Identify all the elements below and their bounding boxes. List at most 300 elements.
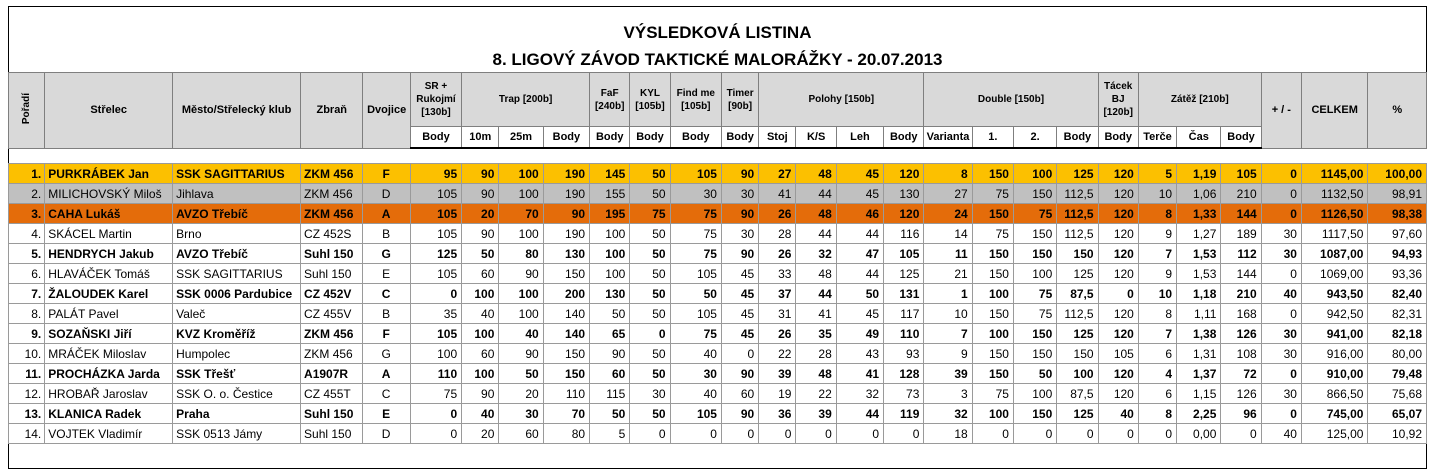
table-cell: ZKM 456	[301, 164, 363, 184]
col-sr: SR + Rukojmí [130b]	[410, 73, 461, 127]
table-cell: PURKRÁBEK Jan	[45, 164, 173, 184]
table-cell: 144	[1221, 204, 1261, 224]
table-cell: 4.	[9, 224, 45, 244]
col-timer: Timer [90b]	[721, 73, 758, 127]
table-cell: 90	[721, 404, 758, 424]
table-cell: 0	[1261, 204, 1301, 224]
table-cell: 120	[884, 204, 924, 224]
table-cell: 47	[836, 244, 883, 264]
table-cell: 45	[721, 304, 758, 324]
table-cell: 140	[543, 324, 589, 344]
table-cell: 120	[1098, 364, 1138, 384]
col-plusminus: + / -	[1261, 73, 1301, 149]
table-cell: 0	[1261, 264, 1301, 284]
table-cell: 75	[630, 204, 670, 224]
table-cell: 45	[836, 184, 883, 204]
table-cell: Suhl 150	[301, 264, 363, 284]
table-row	[9, 204, 1427, 224]
table-cell: 1,53	[1177, 264, 1221, 284]
table-cell: 36	[759, 404, 796, 424]
table-cell: PALÁT Pavel	[45, 304, 173, 324]
table-row	[9, 324, 1427, 344]
table-cell: HENDRYCH Jakub	[45, 244, 173, 264]
table-cell: 1,37	[1177, 364, 1221, 384]
table-row	[9, 364, 1427, 384]
table-cell: 90	[721, 164, 758, 184]
table-cell: 150	[1057, 344, 1098, 364]
table-cell: 48	[796, 164, 836, 184]
col-kyl: KYL [105b]	[630, 73, 670, 127]
table-cell: 75	[670, 244, 721, 264]
table-cell: 28	[796, 344, 836, 364]
table-cell: 120	[1098, 304, 1138, 324]
table-cell: 8	[1138, 204, 1176, 224]
table-cell: SSK SAGITTARIUS	[173, 264, 301, 284]
table-cell: G	[363, 344, 410, 364]
table-cell: 8	[1138, 404, 1176, 424]
table-cell: SSK 0006 Pardubice	[173, 284, 301, 304]
table-cell: 126	[1221, 324, 1261, 344]
table-cell: 0	[1138, 424, 1176, 444]
table-cell: 44	[836, 224, 883, 244]
subheader-cell: 2.	[1013, 127, 1056, 149]
table-cell: 30	[670, 184, 721, 204]
table-cell: 9	[1138, 224, 1176, 244]
table-cell: 14	[924, 224, 972, 244]
table-cell: 90	[721, 204, 758, 224]
table-cell: 1,38	[1177, 324, 1221, 344]
table-cell: 26	[759, 204, 796, 224]
table-cell: 95	[410, 164, 461, 184]
table-cell: 7	[1138, 324, 1176, 344]
table-cell: 7.	[9, 284, 45, 304]
table-cell: 916,00	[1301, 344, 1367, 364]
table-cell: 126	[1221, 384, 1261, 404]
table-cell: ZKM 456	[301, 204, 363, 224]
table-cell: 30	[1261, 224, 1301, 244]
table-cell: 100	[1057, 364, 1098, 384]
table-cell: 48	[796, 204, 836, 224]
table-cell: 39	[759, 364, 796, 384]
table-cell: 100	[1013, 384, 1056, 404]
table-cell: 27	[924, 184, 972, 204]
table-cell: 150	[972, 204, 1013, 224]
table-cell: 10	[1138, 284, 1176, 304]
table-cell: 116	[884, 224, 924, 244]
table-cell: 65,07	[1368, 404, 1427, 424]
table-cell: 1,11	[1177, 304, 1221, 324]
table-cell: 40	[670, 344, 721, 364]
table-cell: 195	[590, 204, 630, 224]
table-cell: CZ 455T	[301, 384, 363, 404]
table-cell: 6.	[9, 264, 45, 284]
table-cell: 44	[836, 404, 883, 424]
subheader-cell: Leh	[836, 127, 883, 149]
table-cell: 75	[972, 224, 1013, 244]
table-cell: 33	[759, 264, 796, 284]
table-cell: 39	[924, 364, 972, 384]
table-cell: 75	[1013, 304, 1056, 324]
table-cell: 90	[462, 224, 499, 244]
table-cell: 35	[796, 324, 836, 344]
table-cell: 87,5	[1057, 284, 1098, 304]
table-cell: 125,00	[1301, 424, 1367, 444]
table-cell: 105	[410, 224, 461, 244]
table-cell: 20	[462, 424, 499, 444]
table-cell: C	[363, 384, 410, 404]
table-cell: CZ 455V	[301, 304, 363, 324]
table-cell: 5.	[9, 244, 45, 264]
table-cell: 130	[884, 184, 924, 204]
table-cell: 90	[499, 264, 543, 284]
table-cell: 120	[1098, 384, 1138, 404]
table-cell: 75	[1013, 284, 1056, 304]
table-cell: 1132,50	[1301, 184, 1367, 204]
table-cell: 110	[543, 384, 589, 404]
table-cell: 150	[543, 364, 589, 384]
table-cell: 40	[1098, 404, 1138, 424]
table-cell: 46	[836, 204, 883, 224]
subheader-cell: K/S	[796, 127, 836, 149]
table-cell: ŽALOUDEK Karel	[45, 284, 173, 304]
table-cell: 41	[759, 184, 796, 204]
table-cell: 75	[670, 224, 721, 244]
table-cell: 26	[759, 324, 796, 344]
table-cell: F	[363, 324, 410, 344]
table-cell: 90	[721, 364, 758, 384]
table-cell: ZKM 456	[301, 344, 363, 364]
table-cell: Jihlava	[173, 184, 301, 204]
col-findme: Find me [105b]	[670, 73, 721, 127]
table-cell: Brno	[173, 224, 301, 244]
table-cell: 105	[884, 244, 924, 264]
table-row	[9, 284, 1427, 304]
table-cell: 1117,50	[1301, 224, 1367, 244]
table-cell: 189	[1221, 224, 1261, 244]
table-cell: 35	[410, 304, 461, 324]
table-cell: 73	[884, 384, 924, 404]
table-cell: 1,06	[1177, 184, 1221, 204]
table-cell: 5	[1138, 164, 1176, 184]
table-cell: MRÁČEK Miloslav	[45, 344, 173, 364]
table-cell: 70	[543, 404, 589, 424]
table-cell: 866,50	[1301, 384, 1367, 404]
table-cell: 4	[1138, 364, 1176, 384]
table-cell: KVZ Kroměříž	[173, 324, 301, 344]
table-cell: 0	[410, 404, 461, 424]
table-cell: CAHA Lukáš	[45, 204, 173, 224]
table-cell: 6	[1138, 344, 1176, 364]
table-cell: CZ 452S	[301, 224, 363, 244]
table-cell: 120	[1098, 204, 1138, 224]
subheader-cell: Body	[1057, 127, 1098, 149]
table-cell: 26	[759, 244, 796, 264]
table-cell: SSK SAGITTARIUS	[173, 164, 301, 184]
table-cell: 3	[924, 384, 972, 404]
table-cell: 50	[630, 224, 670, 244]
table-cell: 105	[410, 184, 461, 204]
table-cell: SSK 0513 Jámy	[173, 424, 301, 444]
table-cell: 1,18	[1177, 284, 1221, 304]
table-cell: 100	[499, 224, 543, 244]
table-cell: 1,19	[1177, 164, 1221, 184]
table-cell: 105	[1098, 344, 1138, 364]
table-cell: 37	[759, 284, 796, 304]
col-celkem: CELKEM	[1301, 73, 1367, 149]
table-cell: 105	[670, 264, 721, 284]
table-cell: Valeč	[173, 304, 301, 324]
table-cell: 93,36	[1368, 264, 1427, 284]
table-cell: 0	[1261, 164, 1301, 184]
table-cell: 30	[499, 404, 543, 424]
table-cell: 150	[1013, 404, 1056, 424]
table-cell: 40	[499, 324, 543, 344]
col-pct: %	[1368, 73, 1427, 149]
table-cell: 75	[972, 184, 1013, 204]
table-cell: MILICHOVSKÝ Miloš	[45, 184, 173, 204]
table-cell: 8	[924, 164, 972, 184]
table-cell: 150	[1013, 344, 1056, 364]
table-cell: 100	[499, 164, 543, 184]
subheader-cell: Body	[670, 127, 721, 149]
table-cell: 50	[670, 284, 721, 304]
table-cell: 131	[884, 284, 924, 304]
table-cell: 50	[630, 304, 670, 324]
table-cell: 72	[1221, 364, 1261, 384]
subheader-cell: Stoj	[759, 127, 796, 149]
table-cell: 100	[499, 184, 543, 204]
table-cell: A	[363, 364, 410, 384]
table-cell: 125	[1057, 324, 1098, 344]
subheader-cell: Body	[543, 127, 589, 149]
table-cell: 110	[884, 324, 924, 344]
table-cell: 120	[1098, 164, 1138, 184]
table-row	[9, 304, 1427, 324]
table-cell: AVZO Třebíč	[173, 204, 301, 224]
table-cell: 13.	[9, 404, 45, 424]
table-cell: 150	[972, 164, 1013, 184]
table-cell: 0,00	[1177, 424, 1221, 444]
table-cell: 32	[924, 404, 972, 424]
table-cell: 30	[721, 224, 758, 244]
table-cell: A1907R	[301, 364, 363, 384]
table-cell: 100	[462, 284, 499, 304]
table-cell: 140	[543, 304, 589, 324]
table-cell: 0	[759, 424, 796, 444]
table-cell: 0	[1261, 404, 1301, 424]
table-cell: 100	[1013, 264, 1056, 284]
table-cell: PROCHÁZKA Jarda	[45, 364, 173, 384]
table-cell: 75	[670, 324, 721, 344]
table-cell: 75	[670, 204, 721, 224]
table-cell: 7	[1138, 244, 1176, 264]
table-cell: 39	[796, 404, 836, 424]
table-cell: 125	[1057, 404, 1098, 424]
table-cell: 28	[759, 224, 796, 244]
table-cell: 150	[972, 364, 1013, 384]
col-trap: Trap [200b]	[462, 73, 590, 127]
subheader-cell: Body	[590, 127, 630, 149]
table-cell: 150	[972, 344, 1013, 364]
table-cell: 30	[1261, 384, 1301, 404]
table-cell: 0	[796, 424, 836, 444]
table-cell: 150	[972, 244, 1013, 264]
table-cell: SSK Třešť	[173, 364, 301, 384]
table-cell: 50	[630, 284, 670, 304]
table-cell: 70	[499, 204, 543, 224]
table-cell: 18	[924, 424, 972, 444]
table-cell: HLAVÁČEK Tomáš	[45, 264, 173, 284]
table-cell: 100	[590, 244, 630, 264]
table-cell: 0	[1221, 424, 1261, 444]
table-cell: 50	[1013, 364, 1056, 384]
table-cell: KLANICA Radek	[45, 404, 173, 424]
table-cell: G	[363, 244, 410, 264]
table-cell: 112	[1221, 244, 1261, 264]
table-cell: 1,27	[1177, 224, 1221, 244]
table-cell: 150	[1013, 324, 1056, 344]
subheader-cell: 25m	[499, 127, 543, 149]
table-cell: 144	[1221, 264, 1261, 284]
table-row	[9, 404, 1427, 424]
table-cell: 24	[924, 204, 972, 224]
col-zatez: Zátěž [210b]	[1138, 73, 1261, 127]
table-cell: 100	[972, 404, 1013, 424]
col-mesto: Město/Střelecký klub	[173, 73, 301, 149]
table-cell: B	[363, 304, 410, 324]
table-cell: 1,33	[1177, 204, 1221, 224]
table-cell: 50	[630, 184, 670, 204]
table-row	[9, 344, 1427, 364]
table-cell: 150	[972, 304, 1013, 324]
table-cell: 105	[670, 404, 721, 424]
table-row	[9, 264, 1427, 284]
table-cell: 32	[796, 244, 836, 264]
table-cell: 79,48	[1368, 364, 1427, 384]
table-cell: 112,5	[1057, 204, 1098, 224]
table-cell: 150	[1013, 244, 1056, 264]
table-cell: 22	[796, 384, 836, 404]
table-cell: 100,00	[1368, 164, 1427, 184]
table-cell: Praha	[173, 404, 301, 424]
table-cell: 1	[924, 284, 972, 304]
table-cell: 8	[1138, 304, 1176, 324]
table-cell: 941,00	[1301, 324, 1367, 344]
table-cell: 119	[884, 404, 924, 424]
table-cell: 90	[462, 384, 499, 404]
table-cell: 45	[721, 284, 758, 304]
table-cell: 41	[796, 304, 836, 324]
table-cell: 11	[924, 244, 972, 264]
table-cell: 105	[410, 324, 461, 344]
table-cell: 44	[836, 264, 883, 284]
table-cell: 105	[670, 304, 721, 324]
table-cell: 8.	[9, 304, 45, 324]
table-cell: 0	[630, 424, 670, 444]
table-cell: 120	[1098, 324, 1138, 344]
subheader-cell: Body	[410, 127, 461, 149]
table-cell: 22	[759, 344, 796, 364]
table-cell: 60	[721, 384, 758, 404]
table-cell: SKÁCEL Martin	[45, 224, 173, 244]
table-cell: 50	[630, 244, 670, 264]
table-cell: 1069,00	[1301, 264, 1367, 284]
table-cell: 5	[590, 424, 630, 444]
table-cell: 50	[630, 264, 670, 284]
table-cell: 9	[924, 344, 972, 364]
table-cell: 120	[1098, 184, 1138, 204]
table-cell: 90	[462, 164, 499, 184]
table-cell: 1,15	[1177, 384, 1221, 404]
table-cell: 0	[972, 424, 1013, 444]
table-cell: 1145,00	[1301, 164, 1367, 184]
table-cell: 82,18	[1368, 324, 1427, 344]
table-cell: 115	[590, 384, 630, 404]
table-cell: 1.	[9, 164, 45, 184]
table-cell: 44	[796, 184, 836, 204]
table-cell: 90	[499, 344, 543, 364]
table-cell: 30	[1261, 344, 1301, 364]
table-cell: 48	[796, 364, 836, 384]
table-cell: F	[363, 164, 410, 184]
table-cell: 40	[670, 384, 721, 404]
table-cell: 112,5	[1057, 304, 1098, 324]
table-cell: 1087,00	[1301, 244, 1367, 264]
table-cell: 910,00	[1301, 364, 1367, 384]
table-row	[9, 244, 1427, 264]
subheader-cell: Body	[1098, 127, 1138, 149]
table-cell: 32	[836, 384, 883, 404]
table-cell: 108	[1221, 344, 1261, 364]
subheader-cell: Body	[1221, 127, 1261, 149]
table-cell: 31	[759, 304, 796, 324]
table-cell: 0	[410, 284, 461, 304]
table-cell: 3.	[9, 204, 45, 224]
table-cell: 100	[462, 364, 499, 384]
table-cell: 45	[836, 164, 883, 184]
table-cell: 98,91	[1368, 184, 1427, 204]
table-cell: 6	[1138, 384, 1176, 404]
table-cell: 45	[836, 304, 883, 324]
table-cell: 110	[410, 364, 461, 384]
table-cell: E	[363, 404, 410, 424]
table-cell: HROBAŘ Jaroslav	[45, 384, 173, 404]
table-cell: 30	[630, 384, 670, 404]
table-cell: 50	[630, 364, 670, 384]
page-subtitle: 8. LIGOVÝ ZÁVOD TAKTICKÉ MALORÁŽKY - 20.07.2013	[492, 50, 943, 69]
table-cell: 90	[462, 184, 499, 204]
table-cell: 44	[796, 284, 836, 304]
table-cell: 145	[590, 164, 630, 184]
table-cell: 90	[721, 244, 758, 264]
table-cell: 30	[721, 184, 758, 204]
table-cell: 190	[543, 164, 589, 184]
table-cell: 125	[410, 244, 461, 264]
col-polohy: Polohy [150b]	[759, 73, 924, 127]
table-cell: 155	[590, 184, 630, 204]
table-cell: Suhl 150	[301, 424, 363, 444]
table-cell: 30	[1261, 244, 1301, 264]
table-cell: 21	[924, 264, 972, 284]
table-cell: A	[363, 204, 410, 224]
table-cell: 96	[1221, 404, 1261, 424]
subheader-cell: Body	[884, 127, 924, 149]
table-cell: 45	[721, 264, 758, 284]
table-cell: 117	[884, 304, 924, 324]
table-cell: 150	[543, 344, 589, 364]
table-cell: 168	[1221, 304, 1261, 324]
table-cell: 190	[543, 184, 589, 204]
